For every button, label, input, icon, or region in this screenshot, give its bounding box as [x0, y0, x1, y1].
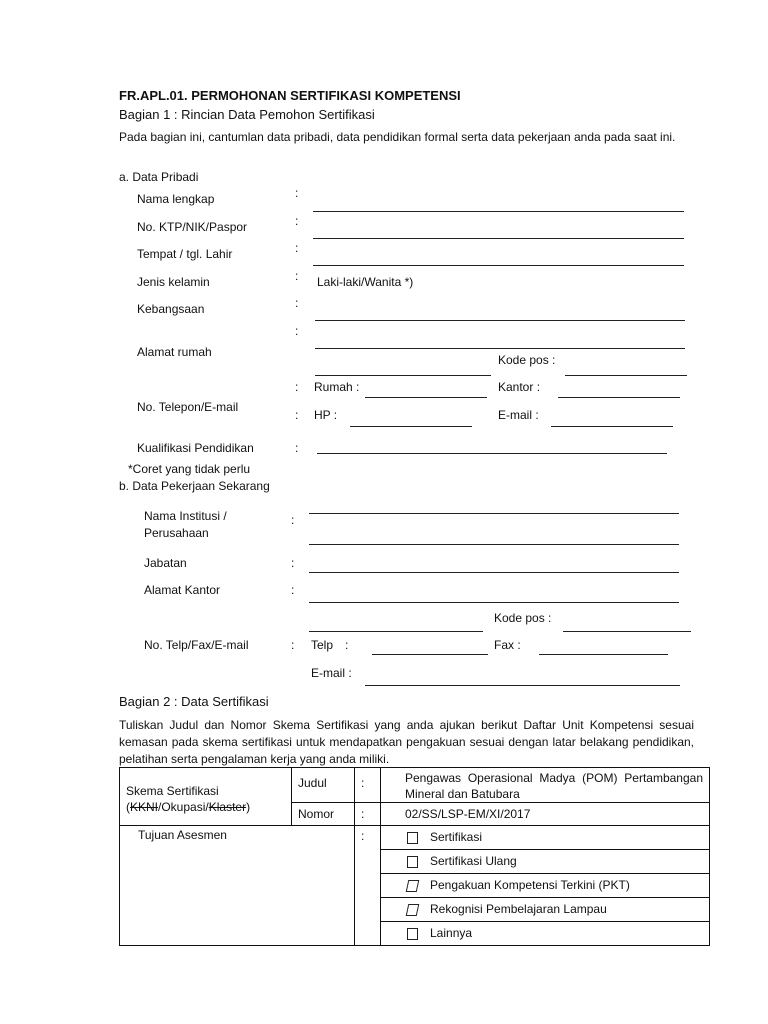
home-label: Rumah :: [314, 380, 360, 394]
option-lainnya[interactable]: [381, 921, 709, 945]
contact-label: No. Telp/Fax/E-mail: [144, 638, 249, 652]
institution-field-1[interactable]: [309, 513, 679, 514]
checkbox-icon[interactable]: [407, 928, 418, 940]
personal-heading: a. Data Pribadi: [119, 170, 199, 184]
colon: :: [295, 408, 299, 422]
section-2-heading: Bagian 2 : Data Sertifikasi: [119, 694, 269, 709]
fax-field[interactable]: [539, 654, 668, 655]
phone-label: No. Telepon/E-mail: [137, 400, 239, 414]
checkbox-icon[interactable]: [407, 832, 418, 844]
office-label: Kantor :: [498, 380, 541, 394]
job-email-field[interactable]: [365, 685, 680, 686]
option-label: Sertifikasi: [430, 830, 483, 844]
email-label: E-mail :: [498, 408, 539, 422]
colon: :: [295, 324, 299, 338]
goal-options: [381, 826, 710, 946]
section-1-intro: Pada bagian ini, cantumlan data pribadi, data pendidikan formal serta data pekerjaan anda pada saat ini.: [119, 130, 676, 144]
option-pkt[interactable]: [381, 873, 709, 897]
close-paren: ): [246, 800, 251, 814]
colon: :: [345, 638, 349, 652]
colon: :: [355, 826, 381, 946]
scheme-cell: [120, 768, 292, 826]
scheme-number-value[interactable]: 02/SS/LSP-EM/XI/2017: [381, 803, 710, 826]
office-field[interactable]: [558, 397, 680, 398]
scheme-label: Skema Sertifikasi: [126, 784, 219, 798]
footnote: *Coret yang tidak perlu: [128, 462, 251, 476]
colon: :: [291, 583, 295, 597]
section-2-intro: Tuliskan Judul dan Nomor Skema Sertifikasi yang anda ajukan berikut Daftar Unit Kompetensi sesuai kemasan pada skema sertifikasi untuk mendapatkan pengakuan sesuai dengan latar belakang pendidikan, pelatihan serta pengalaman kerja yang anda miliki.: [119, 718, 694, 766]
ktp-field[interactable]: [313, 238, 684, 239]
section-1-heading: Bagian 1 : Rincian Data Pemohon Sertifikasi: [119, 107, 375, 122]
address-field-2[interactable]: [315, 375, 491, 376]
fax-label: Fax :: [494, 638, 521, 652]
hp-label: HP :: [314, 408, 338, 422]
colon: :: [355, 768, 381, 803]
education-label: Kualifikasi Pendidikan: [137, 441, 254, 455]
birth-field[interactable]: [313, 265, 684, 266]
name-label: Nama lengkap: [137, 192, 215, 206]
job-heading: b. Data Pekerjaan Sekarang: [119, 479, 270, 493]
option-sertifikasi-ulang[interactable]: [381, 849, 709, 873]
nationality-label: Kebangsaan: [137, 302, 205, 316]
name-field[interactable]: [313, 211, 684, 212]
colon: :: [291, 556, 295, 570]
institution-label: Nama Institusi /: [144, 509, 227, 523]
option-label: Sertifikasi Ulang: [430, 854, 517, 868]
okupasi-option[interactable]: /Okupasi/: [158, 800, 209, 814]
judul-label: Judul: [292, 768, 355, 803]
colon: :: [291, 638, 295, 652]
colon: :: [295, 186, 299, 200]
birth-label: Tempat / tgl. Lahir: [137, 247, 233, 261]
checkbox-icon[interactable]: [407, 856, 418, 868]
option-label: Pengakuan Kompetensi Terkini (PKT): [430, 878, 630, 892]
office-address-field-2[interactable]: [309, 631, 483, 632]
certification-table: [119, 767, 710, 946]
position-label: Jabatan: [144, 556, 187, 570]
postal-field[interactable]: [565, 375, 687, 376]
gender-value[interactable]: Laki-laki/Wanita *): [317, 275, 414, 289]
colon: :: [295, 241, 299, 255]
option-label: Rekognisi Pembelajaran Lampau: [430, 902, 607, 916]
nomor-label: Nomor: [292, 803, 355, 826]
job-postal-field[interactable]: [563, 631, 691, 632]
address-field-1[interactable]: [315, 348, 685, 349]
colon: :: [295, 296, 299, 310]
telp-field[interactable]: [372, 654, 488, 655]
telp-label: Telp: [311, 638, 334, 652]
checkbox-icon[interactable]: [406, 880, 420, 892]
email-field[interactable]: [551, 426, 673, 427]
option-sertifikasi[interactable]: [381, 826, 709, 849]
institution-label-2: Perusahaan: [144, 526, 209, 540]
address-label: Alamat rumah: [137, 345, 212, 359]
office-address-label: Alamat Kantor: [144, 583, 221, 597]
goal-label: Tujuan Asesmen: [120, 826, 355, 946]
hp-field[interactable]: [350, 426, 472, 427]
option-rpl[interactable]: [381, 897, 709, 921]
scheme-title-value[interactable]: Pengawas Operasional Madya (POM) Pertambangan Mineral dan Batubara: [381, 768, 710, 803]
colon: :: [295, 441, 299, 455]
colon: :: [295, 269, 299, 283]
education-field[interactable]: [317, 453, 667, 454]
gender-label: Jenis kelamin: [137, 275, 210, 289]
checkbox-icon[interactable]: [406, 904, 420, 916]
klaster-option[interactable]: Klaster: [208, 800, 247, 814]
option-label: Lainnya: [430, 926, 473, 940]
job-email-label: E-mail :: [311, 666, 352, 680]
office-address-field[interactable]: [309, 602, 679, 603]
colon: :: [355, 803, 381, 826]
ktp-label: No. KTP/NIK/Paspor: [137, 220, 248, 234]
colon: :: [291, 513, 295, 527]
job-postal-label: Kode pos :: [494, 611, 552, 625]
institution-field-2[interactable]: [309, 544, 679, 545]
colon: :: [295, 214, 299, 228]
open-paren: (: [126, 800, 130, 814]
colon: :: [295, 380, 299, 394]
nationality-field[interactable]: [315, 320, 685, 321]
position-field[interactable]: [309, 572, 679, 573]
kkni-option[interactable]: KKNI: [130, 800, 159, 814]
form-title: FR.APL.01. PERMOHONAN SERTIFIKASI KOMPETENSI: [119, 88, 461, 103]
home-field[interactable]: [365, 397, 487, 398]
postal-label: Kode pos :: [498, 353, 556, 367]
